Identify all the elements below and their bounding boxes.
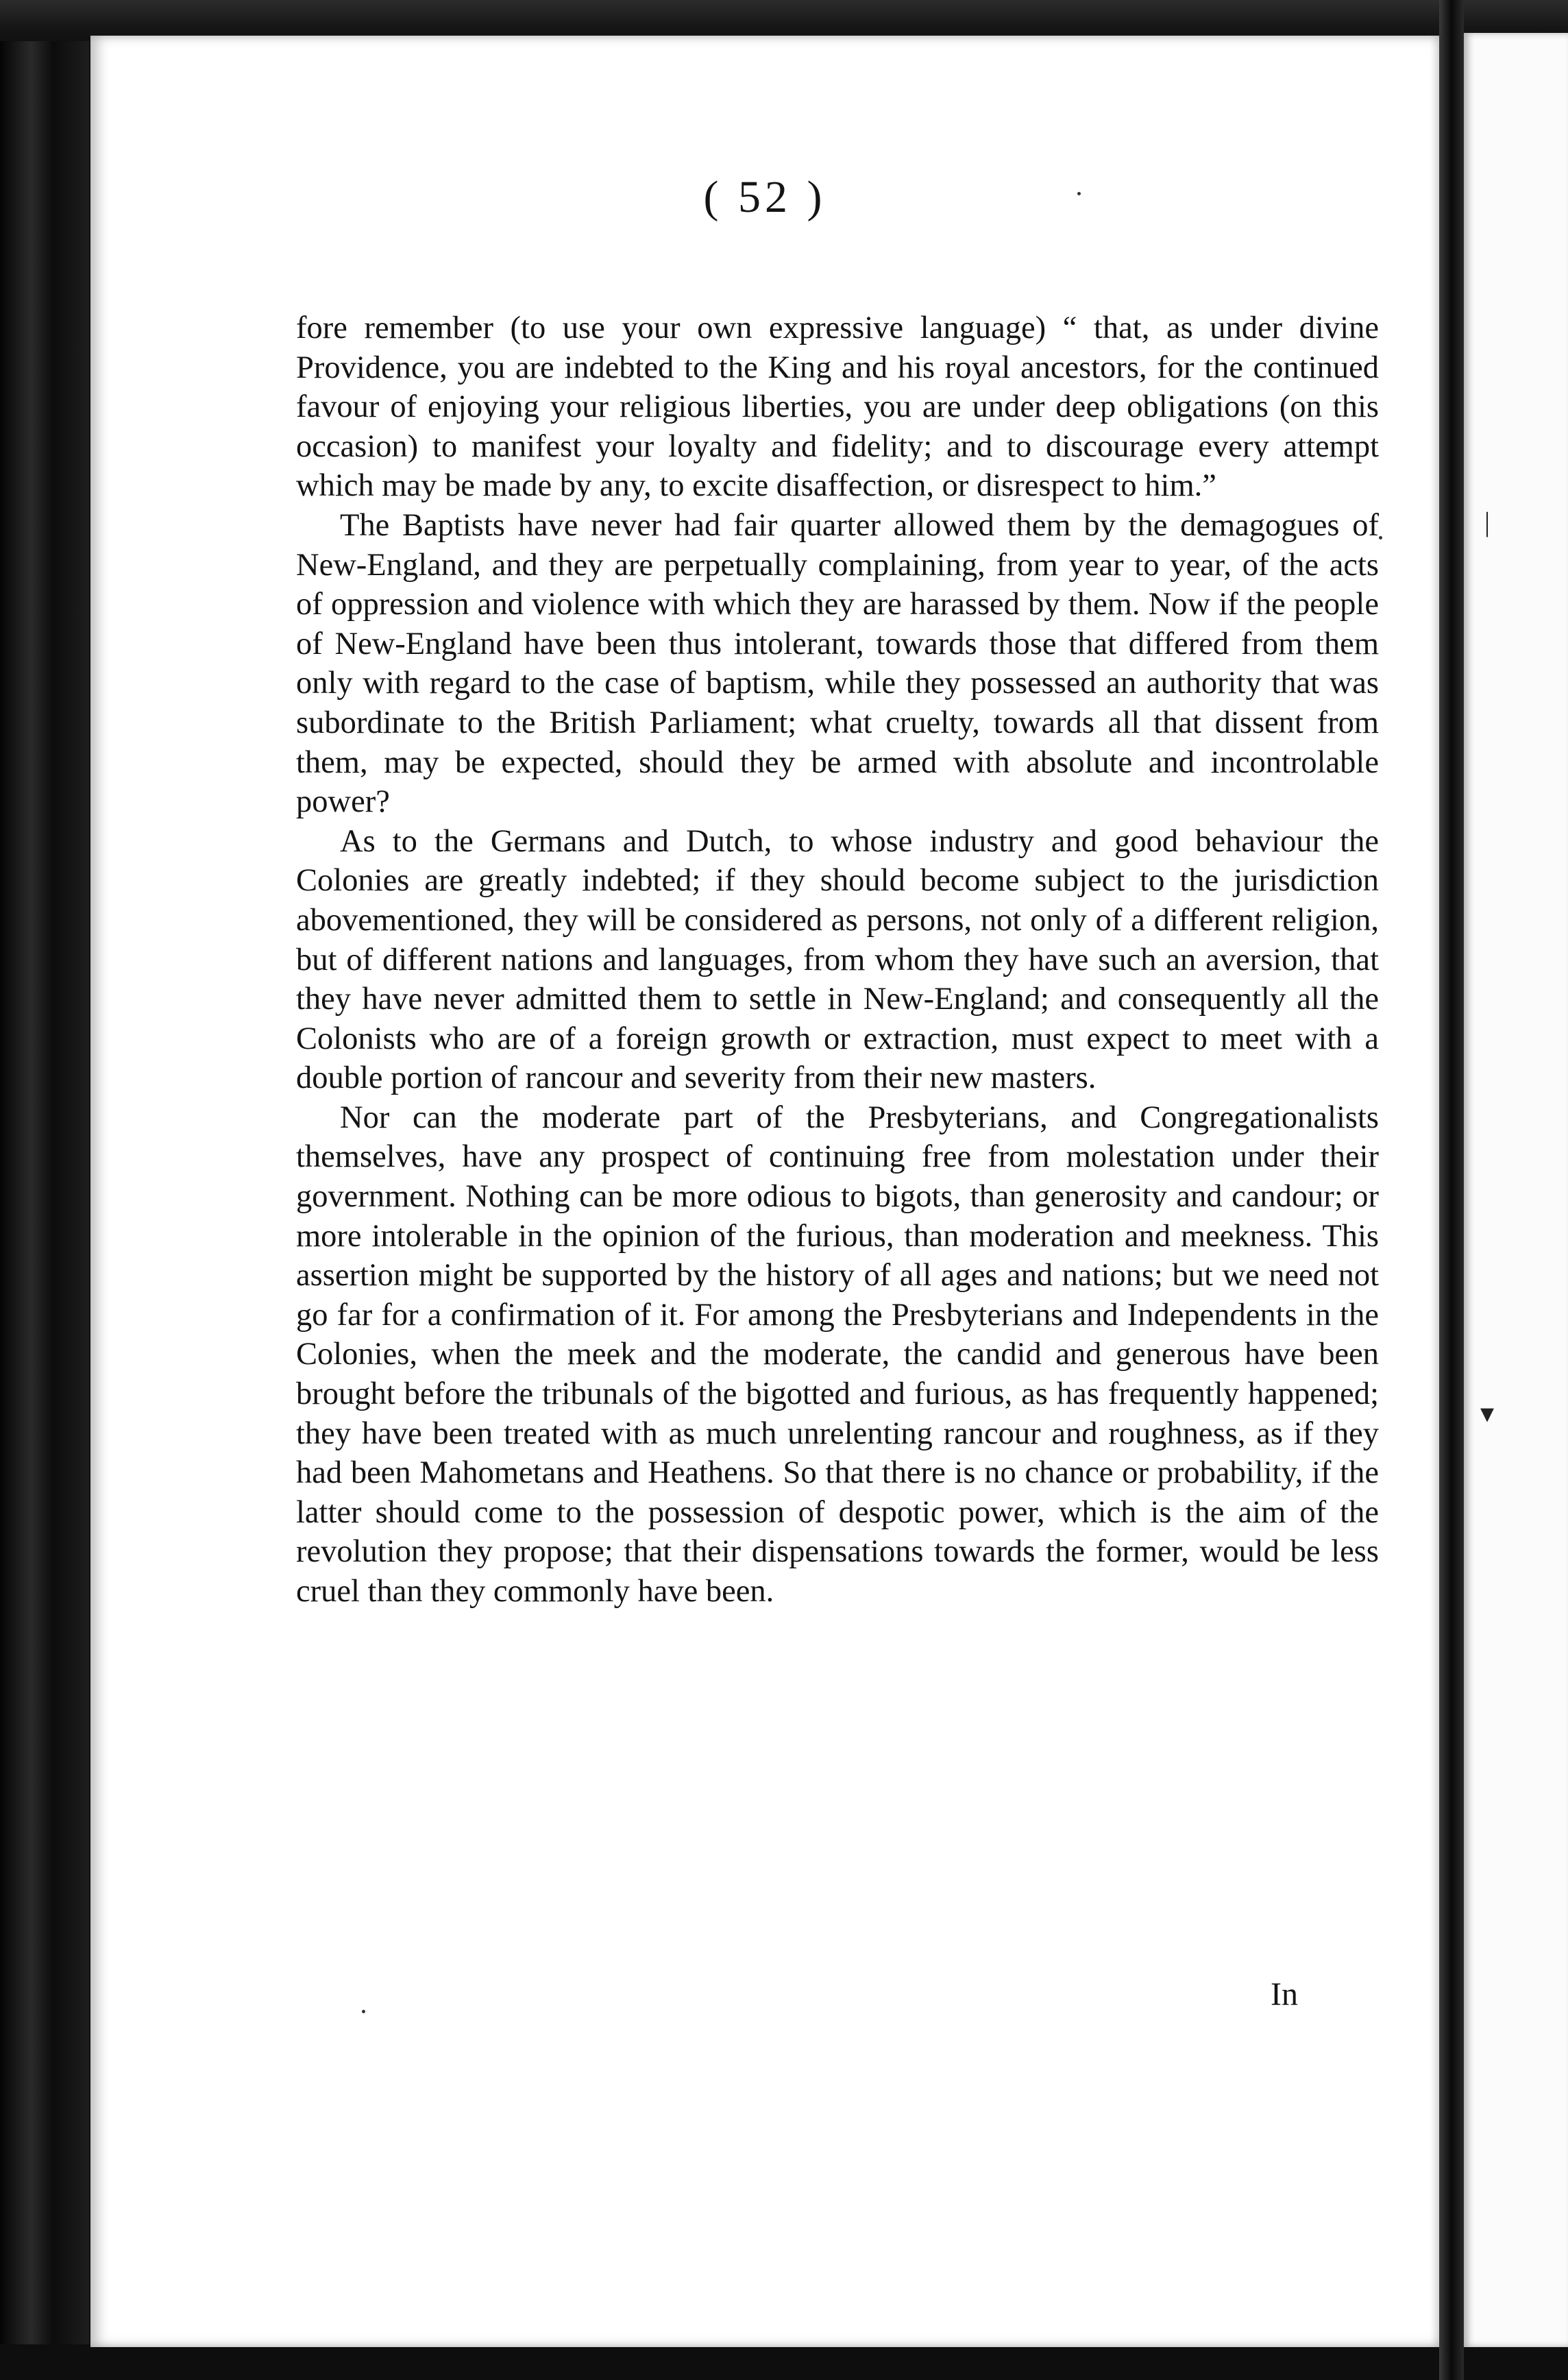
paragraph: As to the Germans and Dutch, to whose industry and good behaviour the Colonies are greatly indebted; if they should become subject to the jurisdiction abovementioned, they will be considered as persons, not only of a different religion, but of different nations and languages, from whom they have such an aversion, that they have never admitted them to settle in New-England; and consequently all the Colonists who are of a foreign growth or extraction, must expect to meet with a double portion of rancour and severity from their new masters. xyxy=(296,823,1379,1096)
bleed-mark: | xyxy=(1484,507,1491,537)
scan-top-edge xyxy=(0,0,1568,41)
body-text xyxy=(296,308,1379,1612)
paragraph: fore remember (to use your own expressive language) “ that, as under divine Providence, you are indebted to the King and his royal ancestors, for the continued favour of enjoying your religious liberties, you are under deep obligations (on this occasion) to manifest your loyalty and fidelity; and to discourage every attempt which may be made by any, to excite disaffection, or disrespect to him.” xyxy=(296,311,1379,504)
ink-speck xyxy=(1077,192,1081,195)
scan-bottom-edge xyxy=(0,2344,1568,2380)
adjacent-page-edge xyxy=(1464,33,1568,2347)
book-binding-edge xyxy=(0,0,89,2380)
ink-speck xyxy=(1379,536,1382,539)
page-gutter xyxy=(1439,0,1464,2380)
book-page xyxy=(90,36,1439,2347)
page-number: ( 52 ) xyxy=(703,172,826,222)
ink-speck xyxy=(362,2010,365,2013)
catchword: In xyxy=(1271,1976,1298,2013)
bleed-mark: ▾ xyxy=(1480,1398,1495,1429)
paragraph: Nor can the moderate part of the Presbyterians, and Congregationalists themselves, have any prospect of continuing free from molestation under their government. Nothing can be more odious to bigots, than generosity and candour; or more intolerable in the opinion of the furious, than moderation and meekness. This assertion might be supported by the history of all ages and nations; but we need not go far for a confirmation of it. For among the Presbyterians and Independents in the Colonies, when the meek and the moderate, the candid and generous have been brought before the tribunals of the bigotted and furious, as has frequently happened; they have been treated with as much unrelenting rancour and roughness, as if they had been Mahometans and Heathens. So that there is no chance or probability, if the latter should come to the possession of despotic power, which is the aim of the revolution they propose; that their dispensations towards the former, would be less cruel than they commonly have been. xyxy=(296,1100,1379,1609)
paragraph: The Baptists have never had fair quarter allowed them by the demagogues of New-England, and they are perpetually complaining, from year to year, of the acts of oppression and violence with which they are harassed by them. Now if the people of New-England have been thus intolerant, towards those that differed from them only with regard to the case of baptism, while they possessed an authority that was subordinate to the British Parliament; what cruelty, towards all that dissent from them, may be expected, should they be armed with absolute and incontrolable power? xyxy=(296,507,1379,820)
